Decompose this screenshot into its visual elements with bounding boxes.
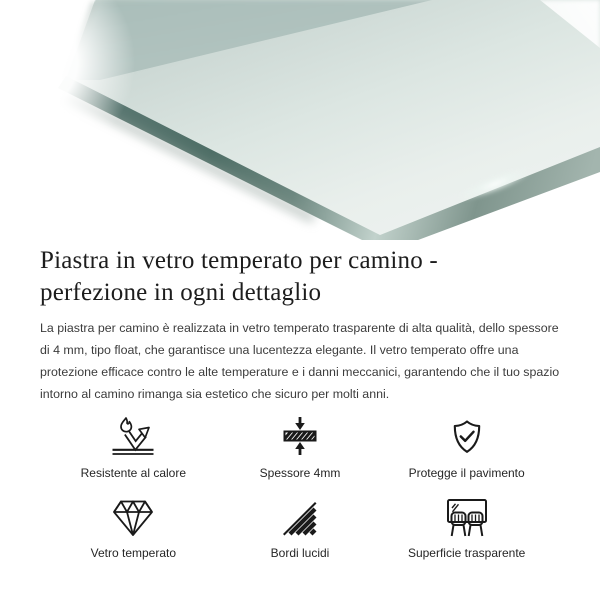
product-description: La piastra per camino è realizzata in vetro temperato trasparente di alta qualità, dello spessore di 4 mm, tipo float, che garantisce una lucentezza elegante. Il vetro temperato offre una protezione efficace contro le alte temperature e i danni meccanici, garantendo che il tuo spazio intorno al camino rimanga sia estetico che sicuro per molti anni. bbox=[40, 321, 560, 401]
feature-heat-resistant bbox=[50, 413, 217, 481]
glass-corner-fade bbox=[0, 0, 150, 182]
product-description-section bbox=[0, 245, 600, 561]
feature-label: Resistente al calore bbox=[80, 466, 187, 480]
shield-check-icon bbox=[450, 413, 484, 457]
feature-label: Vetro temperato bbox=[90, 546, 177, 560]
polished-edges-icon bbox=[282, 493, 318, 537]
features-grid bbox=[50, 413, 550, 561]
feature-label: Protegge il pavimento bbox=[408, 466, 525, 480]
feature-floor-protection bbox=[383, 413, 550, 481]
feature-label: Spessore 4mm bbox=[259, 466, 341, 480]
diamond-icon bbox=[112, 493, 154, 537]
page-title: Piastra in vetro temperato per camino - perfezione in ogni dettaglio bbox=[40, 247, 438, 306]
feature-thickness bbox=[217, 413, 384, 481]
feature-tempered-glass bbox=[50, 493, 217, 561]
heat-resistant-icon bbox=[110, 413, 156, 457]
feature-label: Superficie trasparente bbox=[407, 546, 526, 560]
feature-label: Bordi lucidi bbox=[270, 546, 330, 560]
thickness-icon bbox=[282, 413, 318, 457]
hands-holding-glass-icon bbox=[441, 493, 493, 537]
feature-transparent-surface bbox=[383, 493, 550, 561]
product-photo bbox=[0, 0, 600, 240]
feature-polished-edges bbox=[217, 493, 384, 561]
